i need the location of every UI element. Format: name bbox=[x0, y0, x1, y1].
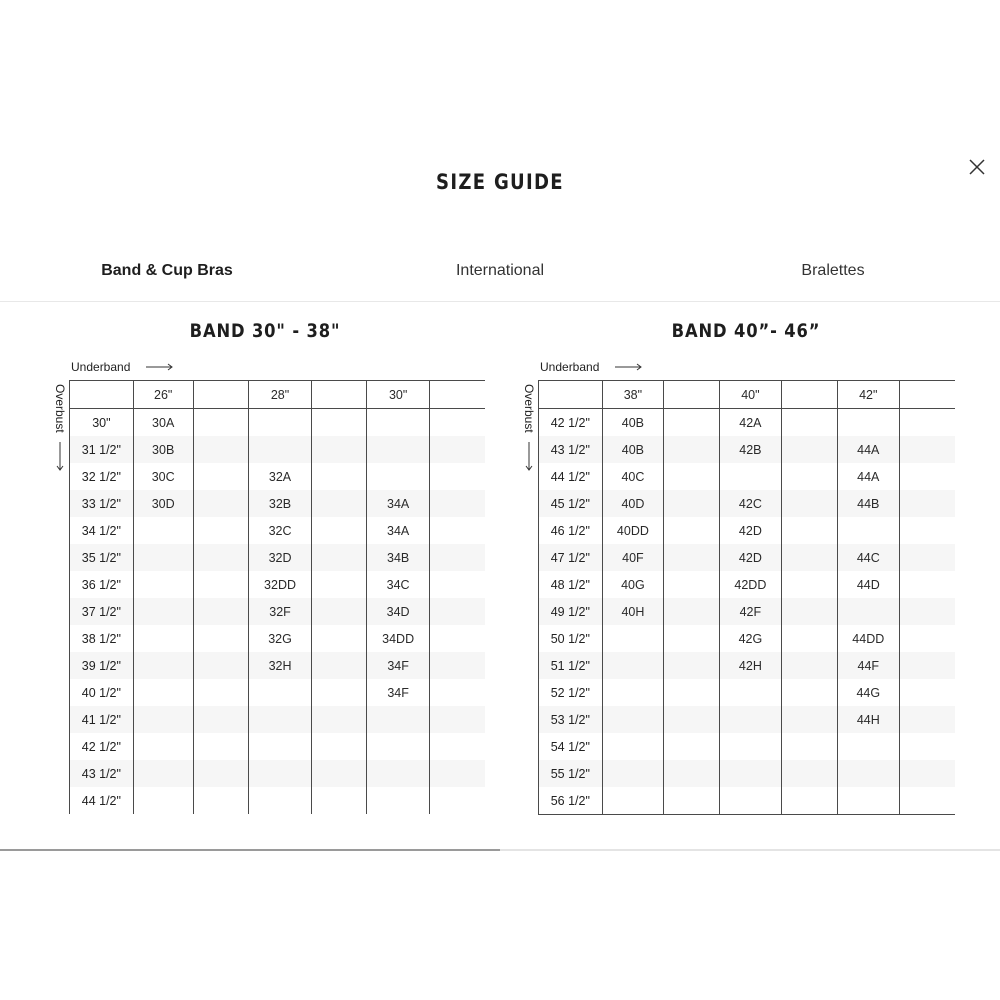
size-cell bbox=[837, 409, 899, 437]
size-cell bbox=[602, 733, 664, 760]
table-row bbox=[539, 490, 956, 517]
size-cell: 30D bbox=[133, 490, 193, 517]
size-cell bbox=[719, 463, 781, 490]
size-cell bbox=[664, 571, 720, 598]
size-cell: 30A bbox=[133, 409, 193, 437]
size-cell: 34D bbox=[367, 598, 429, 625]
size-table-band-40-46 bbox=[538, 380, 955, 815]
size-cell: 32DD bbox=[249, 571, 311, 598]
size-cell bbox=[837, 517, 899, 544]
table-row bbox=[539, 787, 956, 815]
size-cell bbox=[664, 787, 720, 815]
size-cell bbox=[899, 733, 955, 760]
overbust-cell: 42 1/2" bbox=[70, 733, 134, 760]
underband-label: Underband bbox=[540, 359, 600, 374]
size-cell: 40F bbox=[602, 544, 664, 571]
band-30-38-title: BAND 30" - 38" bbox=[189, 320, 341, 342]
table-row bbox=[539, 733, 956, 760]
size-cell: 42C bbox=[719, 490, 781, 517]
close-icon bbox=[962, 152, 992, 182]
header-cell: 38" bbox=[602, 381, 664, 409]
size-cell: 42D bbox=[719, 517, 781, 544]
size-cell bbox=[782, 571, 838, 598]
size-cell: 34A bbox=[367, 490, 429, 517]
size-cell bbox=[664, 463, 720, 490]
overbust-cell: 45 1/2" bbox=[539, 490, 603, 517]
size-cell bbox=[664, 544, 720, 571]
size-cell: 44H bbox=[837, 706, 899, 733]
size-cell: 32G bbox=[249, 625, 311, 652]
size-cell bbox=[602, 652, 664, 679]
header-cell: 28" bbox=[249, 381, 311, 409]
table-row bbox=[539, 544, 956, 571]
overbust-cell: 53 1/2" bbox=[539, 706, 603, 733]
size-cell bbox=[719, 733, 781, 760]
overbust-cell: 35 1/2" bbox=[70, 544, 134, 571]
size-cell bbox=[899, 436, 955, 463]
overbust-cell: 33 1/2" bbox=[70, 490, 134, 517]
size-cell: 44D bbox=[837, 571, 899, 598]
size-cell bbox=[782, 679, 838, 706]
size-cell: 44B bbox=[837, 490, 899, 517]
size-cell bbox=[664, 652, 720, 679]
size-cell bbox=[664, 679, 720, 706]
size-cell bbox=[899, 490, 955, 517]
size-cell: 32B bbox=[249, 490, 311, 517]
header-cell: 26" bbox=[133, 381, 193, 409]
size-cell bbox=[602, 625, 664, 652]
table-row bbox=[539, 598, 956, 625]
size-cell: 40D bbox=[602, 490, 664, 517]
size-cell: 42H bbox=[719, 652, 781, 679]
size-cell bbox=[664, 517, 720, 544]
size-cell: 40G bbox=[602, 571, 664, 598]
overbust-cell: 49 1/2" bbox=[539, 598, 603, 625]
size-cell bbox=[719, 787, 781, 815]
overbust-cell: 38 1/2" bbox=[70, 625, 134, 652]
size-cell: 34DD bbox=[367, 625, 429, 652]
tab-bralettes[interactable]: Bralettes bbox=[801, 262, 865, 279]
size-cell: 44F bbox=[837, 652, 899, 679]
size-cell: 44DD bbox=[837, 625, 899, 652]
size-cell: 34F bbox=[367, 679, 429, 706]
size-cell bbox=[899, 571, 955, 598]
size-cell: 34C bbox=[367, 571, 429, 598]
size-cell: 34F bbox=[367, 652, 429, 679]
size-cell bbox=[602, 760, 664, 787]
size-cell: 40B bbox=[602, 409, 664, 437]
overbust-cell: 30" bbox=[70, 409, 134, 437]
header-cell bbox=[782, 381, 838, 409]
header-corner-cell bbox=[539, 381, 603, 409]
table-header-row bbox=[539, 381, 956, 409]
overbust-cell: 54 1/2" bbox=[539, 733, 603, 760]
tab-international[interactable]: International bbox=[455, 262, 545, 279]
overbust-cell: 44 1/2" bbox=[70, 787, 134, 814]
size-cell bbox=[837, 598, 899, 625]
size-cell bbox=[837, 760, 899, 787]
size-cell bbox=[899, 409, 955, 437]
size-cell bbox=[899, 679, 955, 706]
size-cell bbox=[782, 544, 838, 571]
size-cell bbox=[664, 706, 720, 733]
size-cell bbox=[899, 463, 955, 490]
overbust-label: Overbust bbox=[53, 384, 67, 433]
size-cell bbox=[782, 706, 838, 733]
size-cell: 40B bbox=[602, 436, 664, 463]
size-cell bbox=[782, 463, 838, 490]
size-cell bbox=[602, 706, 664, 733]
overbust-cell: 43 1/2" bbox=[70, 760, 134, 787]
overbust-label: Overbust bbox=[522, 384, 536, 433]
table-row bbox=[539, 760, 956, 787]
table-row bbox=[539, 571, 956, 598]
size-cell bbox=[782, 760, 838, 787]
table-row bbox=[539, 436, 956, 463]
table-row bbox=[539, 463, 956, 490]
overbust-cell: 50 1/2" bbox=[539, 625, 603, 652]
size-cell: 44A bbox=[837, 436, 899, 463]
header-cell: 30" bbox=[367, 381, 429, 409]
overbust-cell: 31 1/2" bbox=[70, 436, 134, 463]
size-cell bbox=[664, 598, 720, 625]
size-cell: 42DD bbox=[719, 571, 781, 598]
size-cell bbox=[899, 544, 955, 571]
size-cell: 32H bbox=[249, 652, 311, 679]
scroll-indicator-thumb[interactable] bbox=[0, 849, 500, 851]
size-cell: 44A bbox=[837, 463, 899, 490]
modal-title: SIZE GUIDE bbox=[436, 170, 564, 194]
overbust-cell: 34 1/2" bbox=[70, 517, 134, 544]
overbust-cell: 37 1/2" bbox=[70, 598, 134, 625]
overbust-cell: 56 1/2" bbox=[539, 787, 603, 815]
table-row bbox=[539, 706, 956, 733]
size-cell bbox=[782, 517, 838, 544]
size-cell bbox=[602, 787, 664, 815]
overbust-cell: 43 1/2" bbox=[539, 436, 603, 463]
size-cell bbox=[837, 733, 899, 760]
size-cell bbox=[782, 787, 838, 815]
overbust-cell: 44 1/2" bbox=[539, 463, 603, 490]
size-cell bbox=[899, 787, 955, 815]
table-row bbox=[539, 409, 956, 437]
size-cell bbox=[782, 652, 838, 679]
size-cell bbox=[899, 625, 955, 652]
size-cell bbox=[664, 625, 720, 652]
size-cell bbox=[719, 760, 781, 787]
size-cell bbox=[664, 760, 720, 787]
size-cell bbox=[899, 652, 955, 679]
size-cell: 34B bbox=[367, 544, 429, 571]
overbust-cell: 32 1/2" bbox=[70, 463, 134, 490]
size-cell: 40H bbox=[602, 598, 664, 625]
size-cell: 32F bbox=[249, 598, 311, 625]
size-cell: 44G bbox=[837, 679, 899, 706]
size-cell: 42A bbox=[719, 409, 781, 437]
size-cell: 40C bbox=[602, 463, 664, 490]
size-cell: 30B bbox=[133, 436, 193, 463]
overbust-cell: 47 1/2" bbox=[539, 544, 603, 571]
overbust-cell: 48 1/2" bbox=[539, 571, 603, 598]
size-cell: 32A bbox=[249, 463, 311, 490]
header-cell bbox=[899, 381, 955, 409]
size-cell bbox=[719, 679, 781, 706]
size-cell bbox=[664, 733, 720, 760]
header-cell: 40" bbox=[719, 381, 781, 409]
size-cell: 42G bbox=[719, 625, 781, 652]
scroll-indicator[interactable] bbox=[0, 849, 1000, 851]
size-cell: 42B bbox=[719, 436, 781, 463]
size-cell bbox=[782, 436, 838, 463]
overbust-cell: 52 1/2" bbox=[539, 679, 603, 706]
size-cell: 42D bbox=[719, 544, 781, 571]
table-row bbox=[539, 679, 956, 706]
size-cell: 32C bbox=[249, 517, 311, 544]
overbust-cell: 51 1/2" bbox=[539, 652, 603, 679]
overbust-cell: 41 1/2" bbox=[70, 706, 134, 733]
size-cell: 42F bbox=[719, 598, 781, 625]
band-40-46-title: BAND 40”- 46” bbox=[671, 320, 821, 342]
overbust-cell: 36 1/2" bbox=[70, 571, 134, 598]
size-cell bbox=[837, 787, 899, 815]
size-cell: 40DD bbox=[602, 517, 664, 544]
size-cell bbox=[719, 706, 781, 733]
size-cell: 30C bbox=[133, 463, 193, 490]
size-cell bbox=[782, 733, 838, 760]
size-cell bbox=[782, 490, 838, 517]
overbust-cell: 39 1/2" bbox=[70, 652, 134, 679]
size-cell bbox=[899, 706, 955, 733]
table-row bbox=[539, 652, 956, 679]
header-cell: 42" bbox=[837, 381, 899, 409]
size-cell: 44C bbox=[837, 544, 899, 571]
table-row bbox=[539, 625, 956, 652]
size-cell bbox=[664, 490, 720, 517]
size-cell bbox=[782, 625, 838, 652]
close-button[interactable] bbox=[962, 152, 992, 182]
underband-label: Underband bbox=[71, 359, 131, 374]
size-cell bbox=[664, 436, 720, 463]
header-cell bbox=[664, 381, 720, 409]
size-cell: 32D bbox=[249, 544, 311, 571]
overbust-cell: 42 1/2" bbox=[539, 409, 603, 437]
size-cell: 34A bbox=[367, 517, 429, 544]
overbust-cell: 40 1/2" bbox=[70, 679, 134, 706]
overbust-cell: 46 1/2" bbox=[539, 517, 603, 544]
size-cell bbox=[899, 517, 955, 544]
table-row bbox=[539, 517, 956, 544]
size-cell bbox=[602, 679, 664, 706]
overbust-cell: 55 1/2" bbox=[539, 760, 603, 787]
size-cell bbox=[782, 409, 838, 437]
size-cell bbox=[899, 760, 955, 787]
size-cell bbox=[782, 598, 838, 625]
size-cell bbox=[899, 598, 955, 625]
tab-band-cup-bras[interactable]: Band & Cup Bras bbox=[101, 262, 233, 279]
size-cell bbox=[664, 409, 720, 437]
